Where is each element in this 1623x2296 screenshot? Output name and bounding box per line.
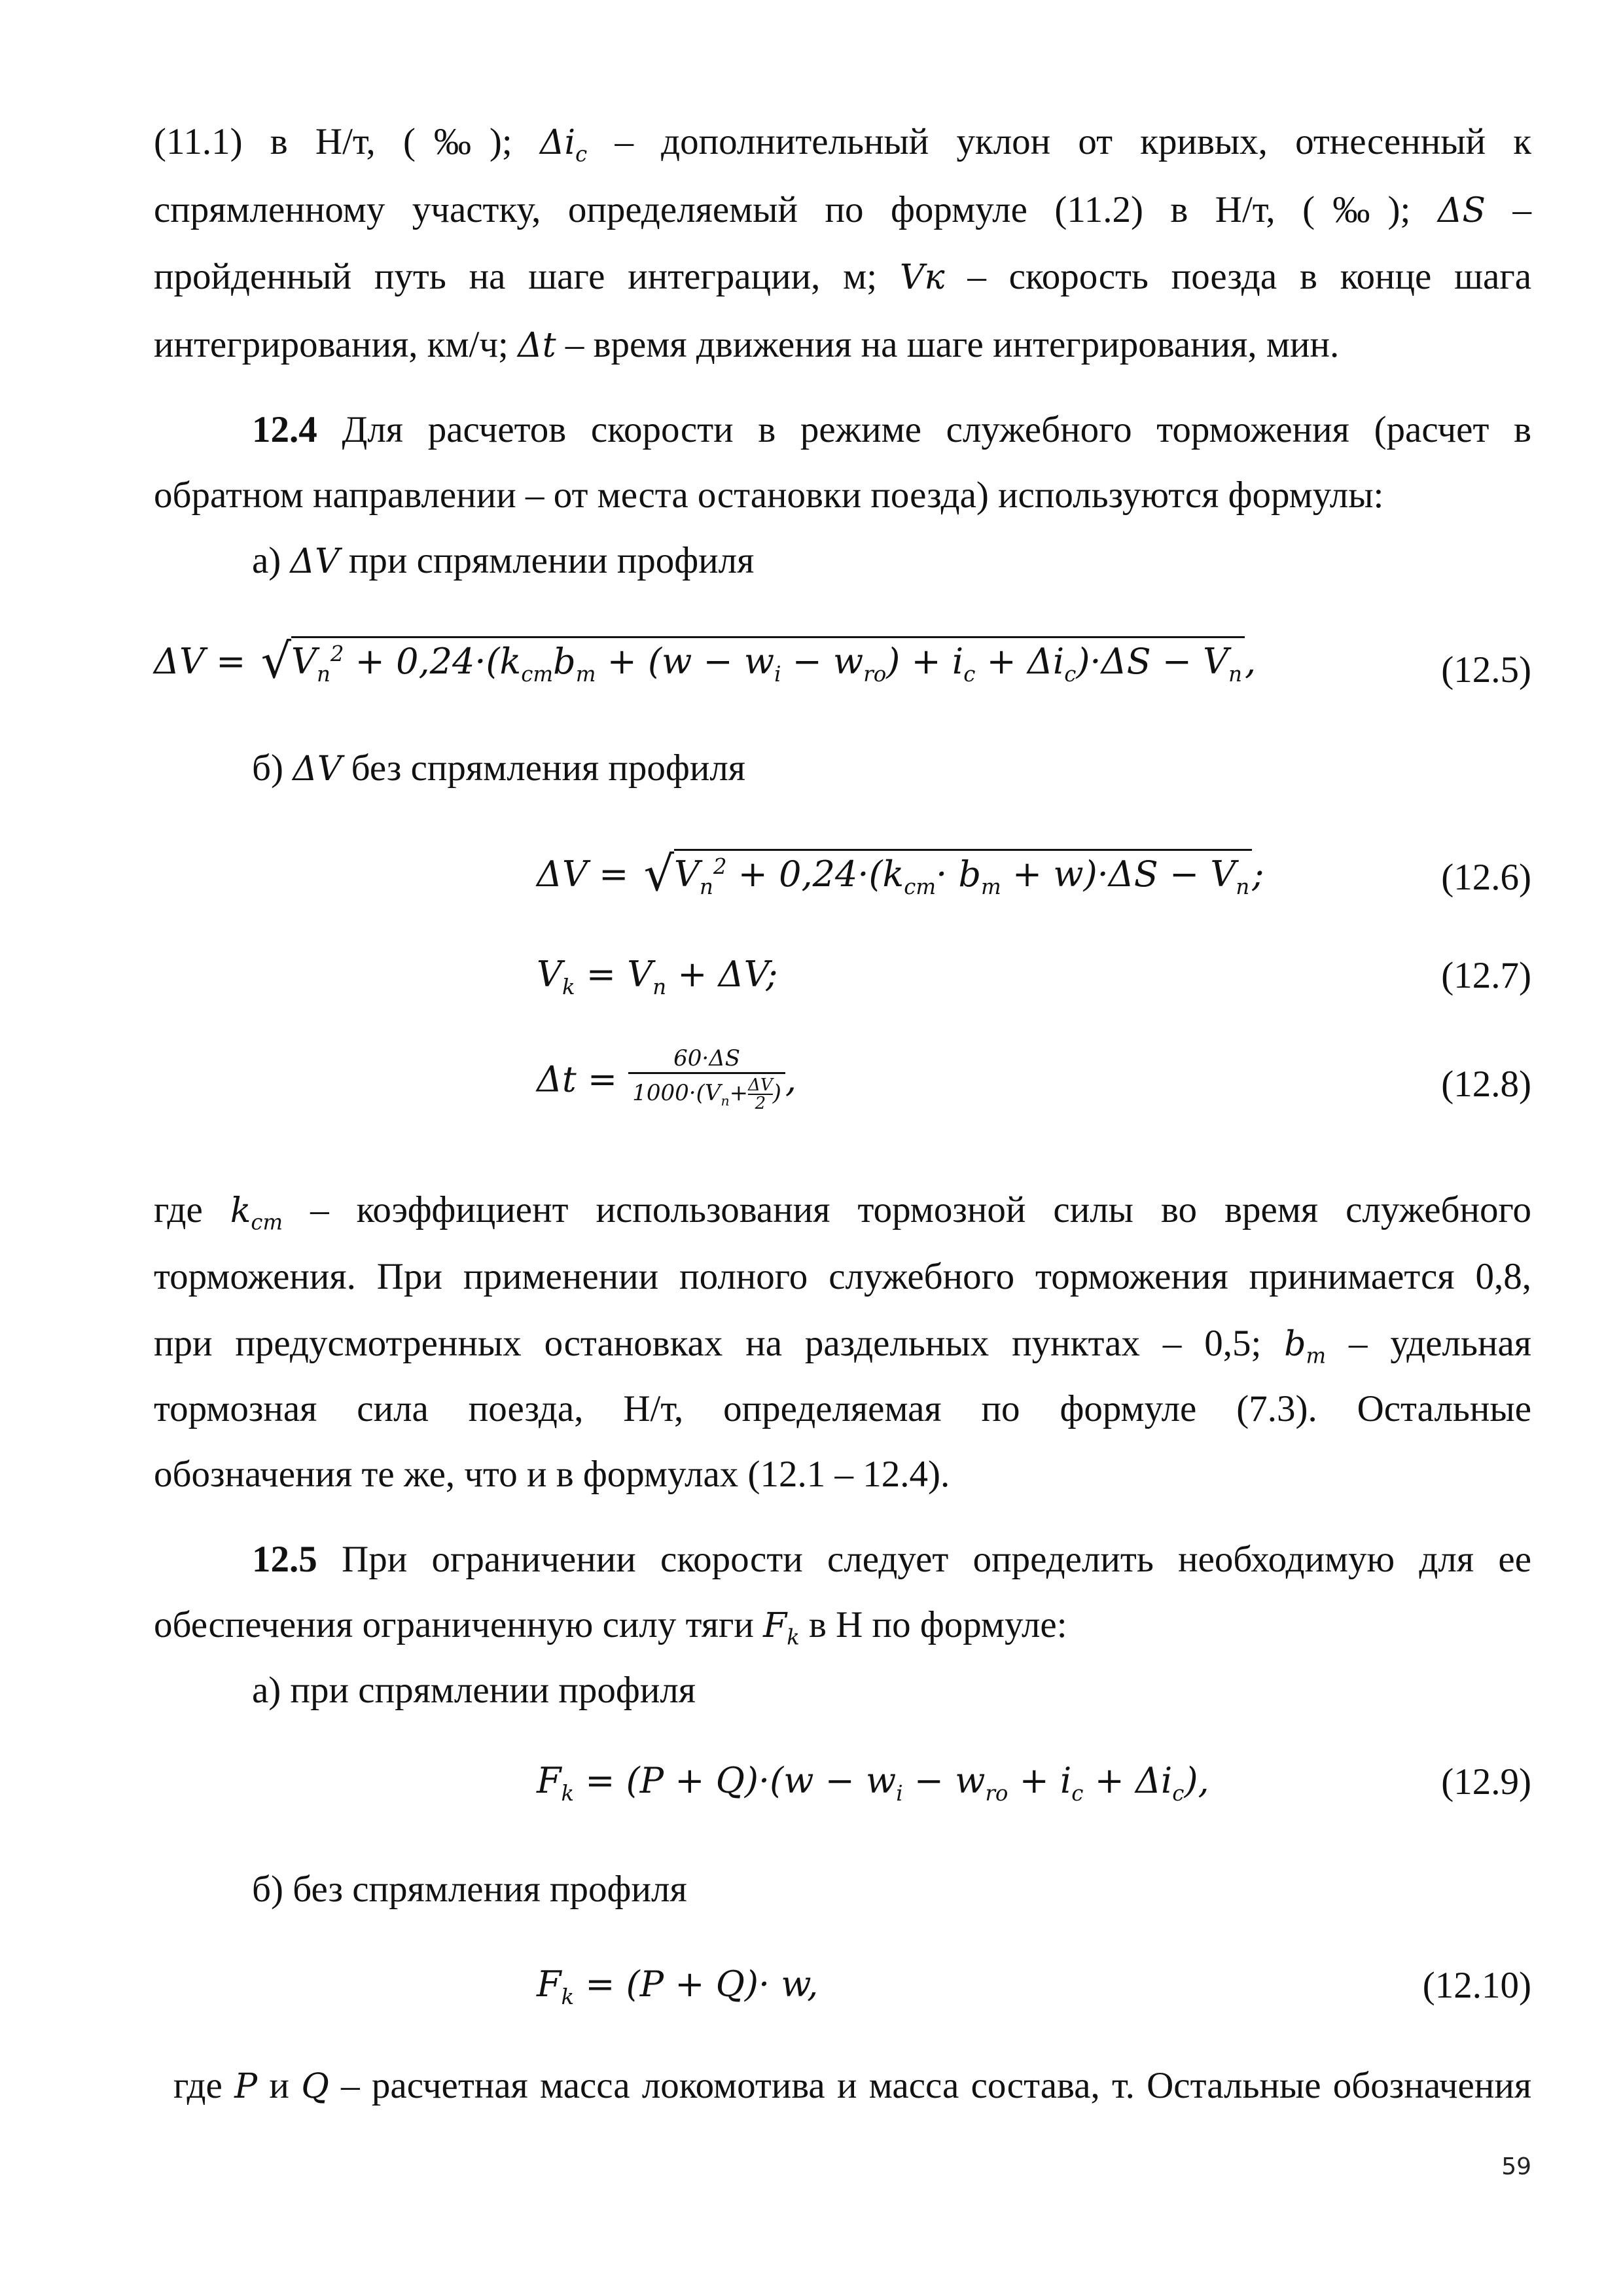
math-symbol: P	[234, 2067, 258, 2106]
math-symbol: Q	[301, 2067, 329, 2106]
text-line: обозначения те же, что и в формулах (12.1 – 12.4).	[154, 1454, 950, 1495]
math-symbol: $\Delta i_c$	[539, 123, 588, 167]
page-number: 59	[1501, 2153, 1531, 2180]
text-line: пройденный путь на шаге интеграции, м; Vк – скорость поезда в конце шага	[154, 256, 1532, 297]
text-line: где $k_{cm}$ – коэффициент использования тормозной силы во время служебного	[154, 1189, 1531, 1235]
equation-number: (12.10)	[1422, 1965, 1531, 2006]
math-symbol: $b_m$	[1284, 1325, 1327, 1369]
equation-number: (12.6)	[1441, 857, 1531, 898]
math-symbol: Δt	[518, 326, 556, 365]
section-number: 12.5	[252, 1539, 317, 1580]
text-line: а) ΔV при спрямлении профиля	[252, 540, 755, 581]
math-symbol: $k_{cm}$	[230, 1191, 283, 1235]
text-line: тормозная сила поезда, Н/т, определяемая по формуле (7.3). Остальные	[154, 1388, 1531, 1429]
text-line: (11.1) в Н/т, (‰); $\Delta i_c$ – дополнительный уклон от кривых, отнесенный к	[154, 121, 1532, 167]
math-symbol: Vк	[899, 258, 945, 297]
text-line: торможения. При применении полного служебного торможения принимается 0,8,	[154, 1256, 1531, 1297]
equation-12-6: $\Delta V = √V_n^2 + 0,24\cdot(k_{cm}\cdot b_m + w)\cdot\Delta S - V_n$;	[537, 846, 1264, 902]
math-symbol: ΔV	[290, 542, 340, 581]
text-line: б) без спрямления профиля	[252, 1869, 687, 1910]
equation-number: (12.8)	[1441, 1064, 1531, 1105]
text-line: обратном направлении – от места остановки поезда) используются формулы:	[154, 475, 1384, 516]
equation-12-8: Δt = 60·ΔS $1000\cdot(V_n+$ $\frac{\Delta V}{2}$ ) ,	[537, 1045, 797, 1113]
equation-12-7: $V_k = V_n + \Delta V$;	[537, 954, 778, 999]
equation-12-9: $F_k = (P + Q)\cdot(w - w_i - w_{ro} + i_c + \Delta i_c)$,	[537, 1760, 1209, 1806]
text-line: интегрирования, км/ч; Δt – время движения на шаге интегрирования, мин.	[154, 324, 1340, 365]
equation-number: (12.9)	[1441, 1761, 1531, 1803]
text-line: а) при спрямлении профиля	[252, 1670, 696, 1711]
text-line: где P и Q – расчетная масса локомотива и масса состава, т. Остальные обозначения	[173, 2065, 1532, 2106]
equation-number: (12.5)	[1441, 649, 1531, 691]
text-line: 12.5 При ограничении скорости следует определить необходимую для ее	[252, 1539, 1531, 1580]
equation-12-5: $\Delta V = √V_n^2 + 0,24\cdot(k_{cm}b_m + (w - w_i - w_{ro}) + i_c + \Delta i_c)\cdot\Delta S - V_n$,	[154, 634, 1257, 689]
text-line: при предусмотренных остановках на раздельных пунктах – 0,5; $b_m$ – удельная	[154, 1323, 1532, 1369]
math-symbol: ΔS	[1437, 191, 1486, 230]
math-symbol: ΔV	[293, 749, 342, 789]
equation-number: (12.7)	[1441, 955, 1531, 996]
text-line: 12.4 Для расчетов скорости в режиме служебного торможения (расчет в	[252, 409, 1531, 450]
text-line: обеспечения ограниченную силу тяги $F_k$ в Н по формуле:	[154, 1604, 1067, 1650]
text-line: спрямленному участку, определяемый по формуле (11.2) в Н/т, (‰); ΔS –	[154, 189, 1531, 230]
text-line: б) ΔV без спрямления профиля	[252, 747, 746, 789]
equation-12-10: $F_k = (P + Q)\cdot w$,	[537, 1964, 819, 2009]
section-number: 12.4	[252, 409, 317, 450]
math-symbol: $F_k$	[763, 1606, 800, 1650]
